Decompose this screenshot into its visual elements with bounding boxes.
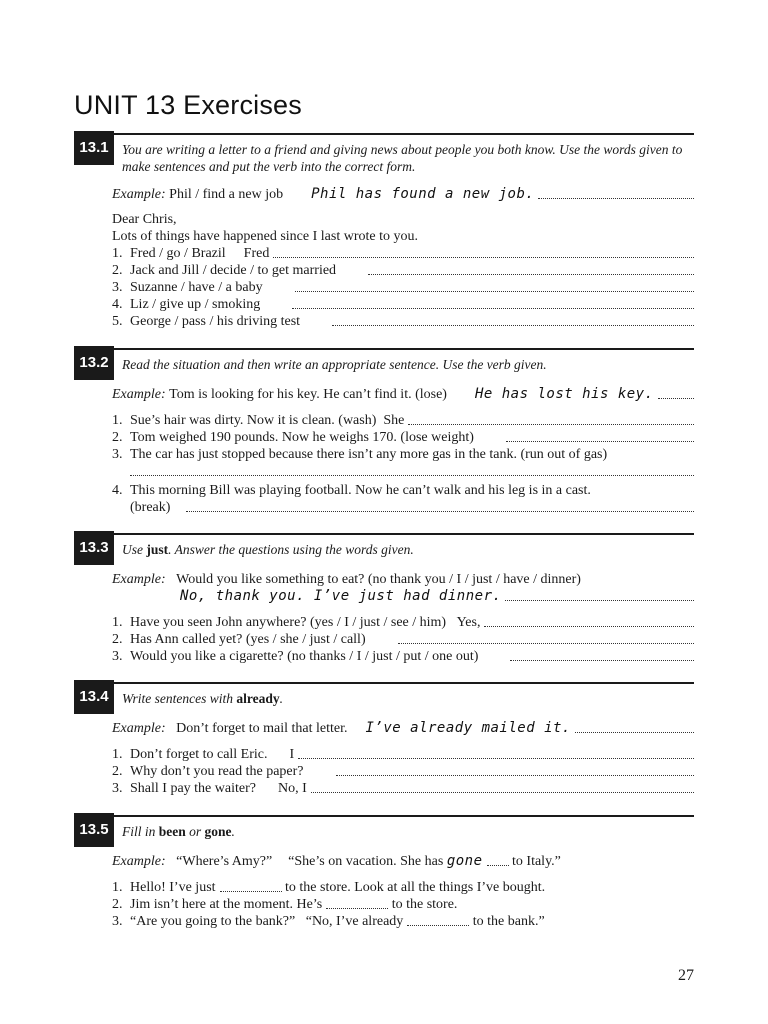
exercise-13-1 xyxy=(74,133,694,333)
section-rule xyxy=(110,682,694,684)
list-item-answer-line xyxy=(112,463,694,480)
exercise-number: 13.5 xyxy=(74,813,114,847)
answer-blank[interactable] xyxy=(398,642,694,644)
list-item: 2. Has Ann called yet? (yes / she / just / call) xyxy=(112,631,694,648)
letter-greeting: Dear Chris, xyxy=(112,212,177,227)
list-item: 1. Don’t forget to call Eric. I xyxy=(112,746,694,763)
answer-blank[interactable] xyxy=(510,659,694,661)
example-answer-line xyxy=(180,588,694,605)
answer-blank[interactable] xyxy=(326,907,388,909)
example-answer: I’ve already mailed it. xyxy=(365,720,571,736)
example-line: Example: Tom is looking for his key. He can’t find it. (lose) He has lost his key. xyxy=(112,386,694,403)
answer-blank[interactable] xyxy=(487,864,509,866)
answer-blank[interactable] xyxy=(538,197,694,199)
exercise-number: 13.2 xyxy=(74,346,114,380)
list-item: 1. Hello! I’ve just to the store. Look at all the things I’ve bought. xyxy=(112,880,546,895)
example-answer: gone xyxy=(446,853,483,869)
answer-blank[interactable] xyxy=(295,290,694,292)
answer-blank[interactable] xyxy=(186,510,694,512)
section-rule xyxy=(110,533,694,535)
exercise-13-3 xyxy=(74,533,694,668)
list-item: 3. “Are you going to the bank?” “No, I’ve already to the bank.” xyxy=(112,914,545,929)
list-item: 3. Would you like a cigarette? (no thanks / I / just / put / one out) xyxy=(112,648,694,665)
answer-blank[interactable] xyxy=(484,625,694,627)
answer-blank[interactable] xyxy=(408,423,694,425)
list-item: 2. Why don’t you read the paper? xyxy=(112,763,694,780)
answer-blank[interactable] xyxy=(298,757,694,759)
answer-blank[interactable] xyxy=(130,474,694,476)
instruction: You are writing a letter to a friend and giving news about people you both know. Use the words given to make sentences and put the verb into the correct form. xyxy=(122,142,683,174)
exercise-13-2 xyxy=(74,348,694,518)
list-item: 1. Sue’s hair was dirty. Now it is clean. (wash) She xyxy=(112,412,694,429)
list-item: 1. Fred / go / Brazil Fred xyxy=(112,245,694,262)
answer-blank[interactable] xyxy=(292,307,694,309)
instruction: Fill in been or gone. xyxy=(122,824,235,839)
list-item: 3. The car has just stopped because there isn’t any more gas in the tank. (run out of gas) xyxy=(112,447,608,462)
example-line: Example: Don’t forget to mail that letter. I’ve already mailed it. xyxy=(112,720,694,737)
example-answer: He has lost his key. xyxy=(474,386,654,402)
example-answer: No, thank you. I’ve just had dinner. xyxy=(180,588,502,604)
answer-blank[interactable] xyxy=(368,273,694,275)
example-line: Example: Phil / find a new job Phil has found a new job. xyxy=(112,186,694,203)
list-item: 4. Liz / give up / smoking xyxy=(112,296,694,313)
example-answer: Phil has found a new job. xyxy=(311,186,535,202)
list-item: 2. Jim isn’t here at the moment. He’s to the store. xyxy=(112,897,458,912)
list-item: 1. Have you seen John anywhere? (yes / I / just / see / him) Yes, xyxy=(112,614,694,631)
answer-blank[interactable] xyxy=(505,599,694,601)
example-line: Example: Would you like something to eat? (no thank you / I / just / have / dinner) xyxy=(112,572,581,587)
answer-blank[interactable] xyxy=(336,774,694,776)
list-item: 4. This morning Bill was playing football. Now he can’t walk and his leg is in a cast. xyxy=(112,483,591,498)
exercise-number: 13.4 xyxy=(74,680,114,714)
section-rule xyxy=(110,348,694,350)
page-number: 27 xyxy=(678,967,694,984)
section-rule xyxy=(110,133,694,135)
list-item: 2. Tom weighed 190 pounds. Now he weighs 170. (lose weight) xyxy=(112,429,694,446)
answer-blank[interactable] xyxy=(273,256,694,258)
letter-intro: Lots of things have happened since I last wrote to you. xyxy=(112,229,418,244)
answer-blank[interactable] xyxy=(575,731,694,733)
exercise-13-5 xyxy=(74,815,694,935)
list-item: 2. Jack and Jill / decide / to get married xyxy=(112,262,694,279)
exercise-number: 13.3 xyxy=(74,531,114,565)
exercise-13-4 xyxy=(74,682,694,802)
answer-blank[interactable] xyxy=(658,397,694,399)
instruction: Write sentences with already. xyxy=(122,691,283,706)
answer-blank[interactable] xyxy=(506,440,694,442)
example-line: Example: “Where’s Amy?” “She’s on vacation. She has gone to Italy.” xyxy=(112,853,561,869)
answer-blank[interactable] xyxy=(407,924,469,926)
answer-blank[interactable] xyxy=(311,791,694,793)
list-item: 5. George / pass / his driving test xyxy=(112,313,694,330)
answer-blank[interactable] xyxy=(332,324,694,326)
section-rule xyxy=(110,815,694,817)
instruction: Read the situation and then write an appropriate sentence. Use the verb given. xyxy=(122,357,547,372)
list-item: 3. Shall I pay the waiter? No, I xyxy=(112,780,694,797)
list-item: 3. Suzanne / have / a baby xyxy=(112,279,694,296)
page-title: UNIT 13 Exercises xyxy=(74,90,302,120)
instruction: Use just. Answer the questions using the words given. xyxy=(122,542,414,557)
exercise-number: 13.1 xyxy=(74,131,114,165)
list-item-continued: (break) xyxy=(112,499,694,516)
answer-blank[interactable] xyxy=(220,890,282,892)
